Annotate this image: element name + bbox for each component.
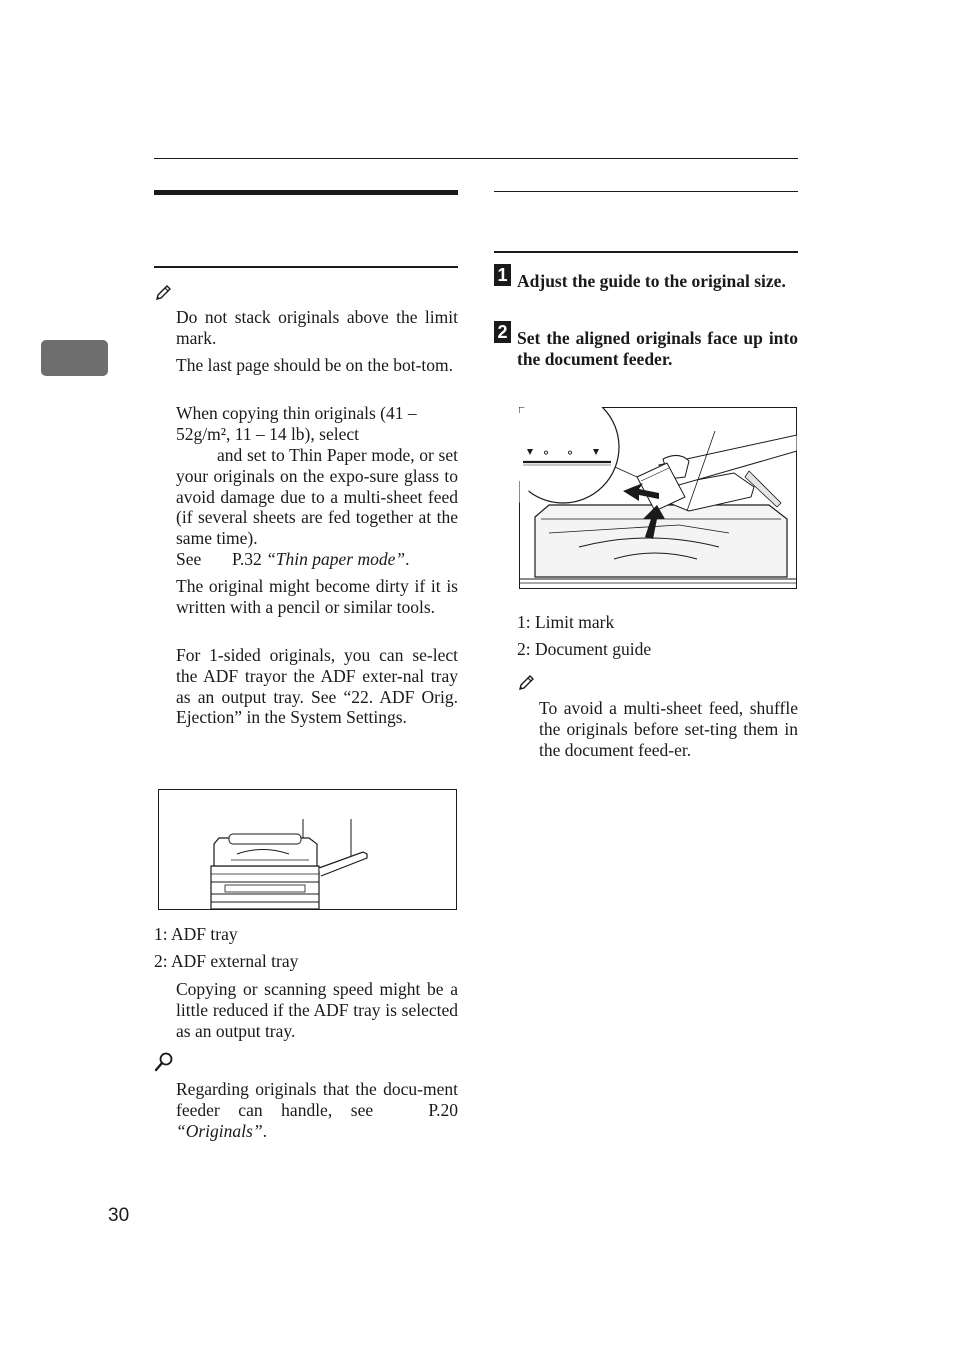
caption-limit-mark: 1: Limit mark [517, 612, 615, 632]
see-thin-paper-reference [176, 549, 458, 570]
reference-page: P.20 [428, 1099, 458, 1120]
caption-document-guide: 2: Document guide [517, 639, 652, 659]
note-limit-mark: Do not stack originals above the limit mark. [176, 307, 458, 348]
note-output-tray: For 1-sided originals, you can se-lect the ADF trayor the ADF exter-nal tray as an output tray. See “22. ADF Orig. Ejection” in the System Settings. [176, 645, 458, 728]
reference-paragraph [176, 1079, 458, 1141]
right-subsection-rule [494, 251, 798, 253]
caption-adf-external-tray: 2: ADF external tray [154, 951, 299, 971]
note-thin-originals: When copying thin originals (41 – 52g/m², 11 – 14 lb), select [176, 403, 417, 444]
see-label: See [176, 549, 202, 569]
page-number: 30 [108, 1205, 130, 1226]
note-dirty-original: The original might become dirty if it is written with a pencil or similar tools. [176, 576, 458, 617]
step-2-badge: 2 [494, 321, 511, 343]
svg-text:⚬: ⚬ [541, 446, 552, 460]
chapter-tab [41, 340, 108, 376]
left-subsection-rule [154, 266, 458, 268]
step-2-text: Set the aligned originals face up into the document feeder. [517, 328, 798, 369]
reference-title-link[interactable]: “Originals” [176, 1120, 263, 1141]
left-section-heavy-rule [154, 190, 458, 195]
right-section-rule [494, 191, 798, 192]
see-page: P.32 [232, 549, 262, 569]
reference-text: Regarding originals that the docu-ment feeder can handle, see [176, 1079, 458, 1120]
note-speed-reduced: Copying or scanning speed might be a little reduced if the ADF tray is selected as an output tray. [176, 979, 458, 1041]
adf-tray-figure [158, 789, 457, 910]
step-1-text: Adjust the guide to the original size. [517, 271, 786, 291]
note-pencil-icon [154, 283, 174, 303]
step-1-badge: 1 [494, 264, 511, 286]
note-thin-paper-mode: and set to Thin Paper mode, or set your originals on the expo-sure glass to avoid damage due to a multi-sheet feed (if several sheets are fed together at the same time). [176, 445, 458, 549]
note-multi-sheet-feed: To avoid a multi-sheet feed, shuffle the originals before set-ting them in the document feed-er. [539, 698, 798, 760]
document-feeder-figure [519, 407, 797, 589]
reference-magnifier-icon [153, 1051, 175, 1073]
note-last-page: The last page should be on the bot-tom. [176, 355, 454, 375]
svg-text:⚬: ⚬ [565, 446, 576, 460]
see-title-link[interactable]: “Thin paper mode” [266, 549, 406, 569]
top-rule [154, 158, 798, 159]
caption-adf-tray: 1: ADF tray [154, 924, 238, 944]
reference-end: . [262, 1120, 267, 1141]
see-end: . [405, 549, 410, 569]
note-pencil-icon [517, 673, 537, 693]
